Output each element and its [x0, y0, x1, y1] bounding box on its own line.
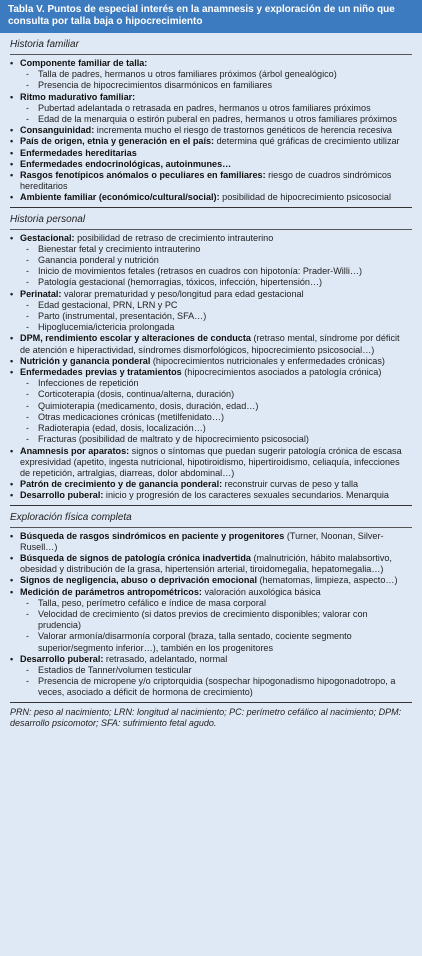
- sub-item: - Estadios de Tanner/volumen testicular: [26, 665, 412, 676]
- item-text: posibilidad de retraso de crecimiento intrauterino: [74, 232, 274, 243]
- list-item: [10, 233, 412, 289]
- item-label: Anamnesis por aparatos:: [20, 445, 130, 456]
- list-item: [10, 367, 412, 445]
- section-heading: Exploración física completa: [10, 509, 412, 528]
- sub-item: - Edad de la menarquia o estirón puberal en padres, hermanos u otros familiares próximos: [26, 114, 412, 125]
- item-text: retrasado, adelantado, normal: [103, 653, 228, 664]
- list-item: [10, 170, 412, 192]
- list-item: [10, 333, 412, 355]
- item-label: Enfermedades endocrinológicas, autoinmunes…: [20, 158, 232, 169]
- item-text: riesgo de cuadros sindrómicos hereditarios: [20, 170, 392, 192]
- item-text: signos o síntomas que puedan sugerir patología crónica de escasa expresividad (apetito, ingesta nutricional, hipotiroidismo, hipertiroidismo, celiaquía, infecciones de repetición, artralgias, diarreas, dolor abdominal…): [20, 445, 402, 478]
- list-item: [10, 446, 412, 480]
- item-label: Búsqueda de signos de patología crónica inadvertida: [20, 552, 251, 563]
- bullet-list: [10, 531, 412, 699]
- list-item: [10, 136, 412, 147]
- item-text: reconstruir curvas de peso y talla: [222, 479, 359, 490]
- item-text: determina qué gráficas de crecimiento utilizar: [214, 136, 400, 147]
- table-body: [0, 33, 422, 699]
- section: [0, 208, 422, 502]
- list-item: [10, 654, 412, 699]
- item-label: Ambiente familiar (económico/cultural/social):: [20, 192, 220, 203]
- sub-item: - Hipoglucemia/ictericia prolongada: [26, 322, 412, 333]
- sub-item: - Velocidad de crecimiento (si datos previos de crecimiento disponibles; valorar con prudencia): [26, 609, 412, 631]
- item-label: Desarrollo puberal:: [20, 653, 104, 664]
- bullet-list: [10, 233, 412, 502]
- list-item: [10, 587, 412, 654]
- sub-list: [20, 69, 412, 91]
- item-text: (hematomas, limpieza, aspecto…): [257, 575, 398, 586]
- list-item: [10, 356, 412, 367]
- list-item: [10, 289, 412, 334]
- sub-item: - Ganancia ponderal y nutrición: [26, 255, 412, 266]
- list-item: [10, 192, 412, 203]
- item-text: (Turner, Noonan, Silver-Rusell…): [20, 530, 384, 552]
- sub-item: - Talla, peso, perímetro cefálico e índice de masa corporal: [26, 598, 412, 609]
- section-heading: Historia personal: [10, 211, 412, 230]
- item-label: Enfermedades hereditarias: [20, 147, 137, 158]
- sub-item: - Presencia de micropene y/o criptorquidia (sospechar hipogonadismo hipogonadotropo, a veces, asociado a déficit de hormona de crecimiento): [26, 676, 412, 698]
- section: [0, 506, 422, 699]
- item-label: Perinatal:: [20, 288, 62, 299]
- sub-list: [20, 378, 412, 445]
- sub-item: - Quimioterapia (medicamento, dosis, duración, edad…): [26, 401, 412, 412]
- sub-item: - Patología gestacional (hemorragias, tóxicos, infección, hipertensión…): [26, 277, 412, 288]
- bullet-list: [10, 58, 412, 204]
- list-item: [10, 479, 412, 490]
- item-label: DPM, rendimiento escolar y alteraciones de conducta: [20, 333, 251, 344]
- sub-item: - Fracturas (posibilidad de maltrato y de hipocrecimiento psicosocial): [26, 434, 412, 445]
- item-label: Búsqueda de rasgos sindrómicos en paciente y progenitores: [20, 530, 285, 541]
- list-item: [10, 58, 412, 92]
- item-label: Componente familiar de talla:: [20, 58, 148, 68]
- section: [0, 33, 422, 204]
- item-label: Consanguinidad:: [20, 125, 95, 136]
- sub-item: - Valorar armonía/disarmonía corporal (braza, talla sentado, cociente segmento superior/segmento inferior…), también en los progenitores: [26, 631, 412, 653]
- sub-list: [20, 665, 412, 699]
- sub-item: - Bienestar fetal y crecimiento intrauterino: [26, 244, 412, 255]
- list-item: [10, 575, 412, 586]
- sub-list: [20, 598, 412, 654]
- sub-item: - Radioterapia (edad, dosis, localización…): [26, 423, 412, 434]
- item-text: incrementa mucho el riesgo de trastornos genéticos de herencia recesiva: [94, 125, 392, 136]
- sub-item: - Corticoterapia (dosis, continua/alterna, duración): [26, 389, 412, 400]
- list-item: [10, 531, 412, 553]
- list-item: [10, 553, 412, 575]
- item-text: valorar prematuridad y peso/longitud para edad gestacional: [61, 288, 304, 299]
- section-heading: Historia familiar: [10, 36, 412, 55]
- list-item: [10, 490, 412, 501]
- item-label: Desarrollo puberal:: [20, 490, 104, 501]
- list-item: [10, 159, 412, 170]
- item-label: Gestacional:: [20, 232, 75, 243]
- list-item: [10, 148, 412, 159]
- item-label: Medición de parámetros antropométricos:: [20, 586, 202, 597]
- item-text: (hipocrecimientos asociados a patología crónica): [181, 367, 382, 378]
- item-text: posibilidad de hipocrecimiento psicosocial: [219, 192, 391, 203]
- item-label: País de origen, etnia y generación en el país:: [20, 136, 215, 147]
- sub-item: - Inicio de movimientos fetales (retrasos en cuadros con hipotonía: Prader-Willi…): [26, 266, 412, 277]
- sub-item: - Parto (instrumental, presentación, SFA…): [26, 311, 412, 322]
- item-text: (malnutrición, hábito malabsortivo, obesidad y distribución de la grasa, hipertensión arterial, tiroidomegalia, hepatomegalia…): [20, 552, 392, 575]
- list-item: [10, 92, 412, 126]
- item-label: Nutrición y ganancia ponderal: [20, 355, 151, 366]
- item-text: (retraso mental, síndrome por déficit de atención e hiperactividad, síndromes dismorfológicos, hipocrecimiento psicosocial…): [20, 333, 400, 355]
- footnote: PRN: peso al nacimiento; LRN: longitud al nacimiento; PC: perímetro cefálico al nacimiento; DPM: desarrollo psicomotor; SFA: sufrimiento fetal agudo.: [10, 706, 402, 728]
- sub-item: - Edad gestacional, PRN, LRN y PC: [26, 300, 412, 311]
- item-text: valoración auxológica básica: [201, 586, 321, 597]
- table-title: Tabla V. Puntos de especial interés en la anamnesis y exploración de un niño que consulta por talla baja o hipocrecimiento: [0, 0, 422, 33]
- item-label: Ritmo madurativo familiar:: [20, 91, 136, 102]
- sub-item: - Pubertad adelantada o retrasada en padres, hermanos u otros familiares próximos: [26, 103, 412, 114]
- sub-list: [20, 103, 412, 125]
- item-text: (hipocrecimientos nutricionales y enfermedades crónicas): [150, 355, 385, 366]
- sub-item: - Talla de padres, hermanos u otros familiares próximos (árbol genealógico): [26, 69, 412, 80]
- item-label: Patrón de crecimiento y de ganancia ponderal:: [20, 479, 223, 490]
- sub-item: - Presencia de hipocrecimientos disarmónicos en familiares: [26, 80, 412, 91]
- list-item: [10, 125, 412, 136]
- sub-list: [20, 244, 412, 289]
- item-text: inicio y progresión de los caracteres sexuales secundarios. Menarquia: [103, 490, 389, 501]
- item-label: Enfermedades previas y tratamientos: [20, 367, 182, 378]
- item-label: Rasgos fenotípicos anómalos o peculiares en familiares:: [20, 170, 266, 181]
- sub-item: - Infecciones de repetición: [26, 378, 412, 389]
- item-label: Signos de negligencia, abuso o deprivación emocional: [20, 575, 257, 586]
- sub-item: - Otras medicaciones crónicas (metilfenidato…): [26, 412, 412, 423]
- sub-list: [20, 300, 412, 334]
